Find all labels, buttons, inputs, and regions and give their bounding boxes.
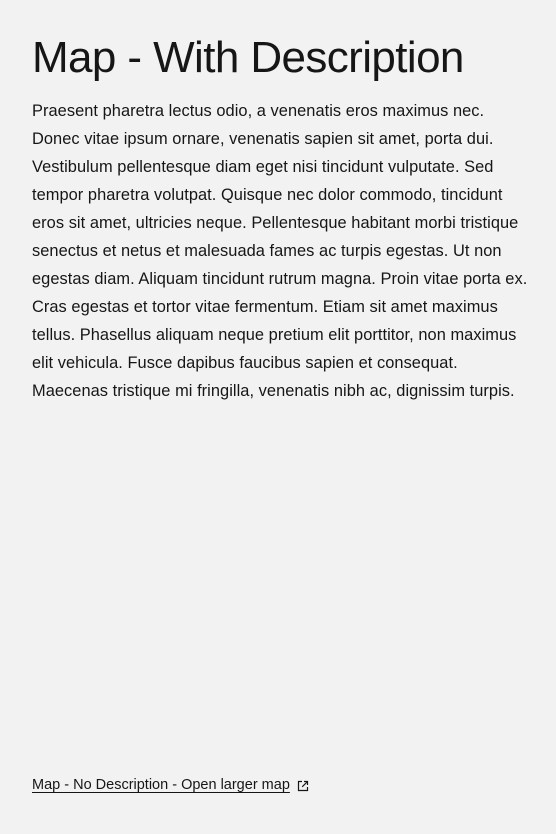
open-larger-map-label: Map - No Description - Open larger map [32, 777, 290, 793]
map-description: Praesent pharetra lectus odio, a venenatis eros maximus nec. Donec vitae ipsum ornare, venenatis sapien sit amet, porta dui. Vestibulum pellentesque diam eget nisi tincidunt vulputate. Sed tempor pharetra volutpat. Quisque nec dolor commodo, tincidunt eros sit amet, ultricies neque. Pellentesque habitant morbi tristique senectus et netus et malesuada fames ac turpis egestas. Ut non egestas diam. Aliquam tincidunt rutrum magna. Proin vitae porta ex. Cras egestas et tortor vitae fermentum. Etiam sit amet maximus tellus. Phasellus aliquam neque pretium elit porttitor, non maximus elit vehicula. Fusce dapibus faucibus sapien et consequat. Maecenas tristique mi fringilla, venenatis nibh ac, dignissim turpis. [32, 102, 528, 400]
page-title: Map - With Description [32, 33, 464, 82]
external-link-icon [296, 779, 310, 793]
open-larger-map-link[interactable] [32, 774, 310, 796]
